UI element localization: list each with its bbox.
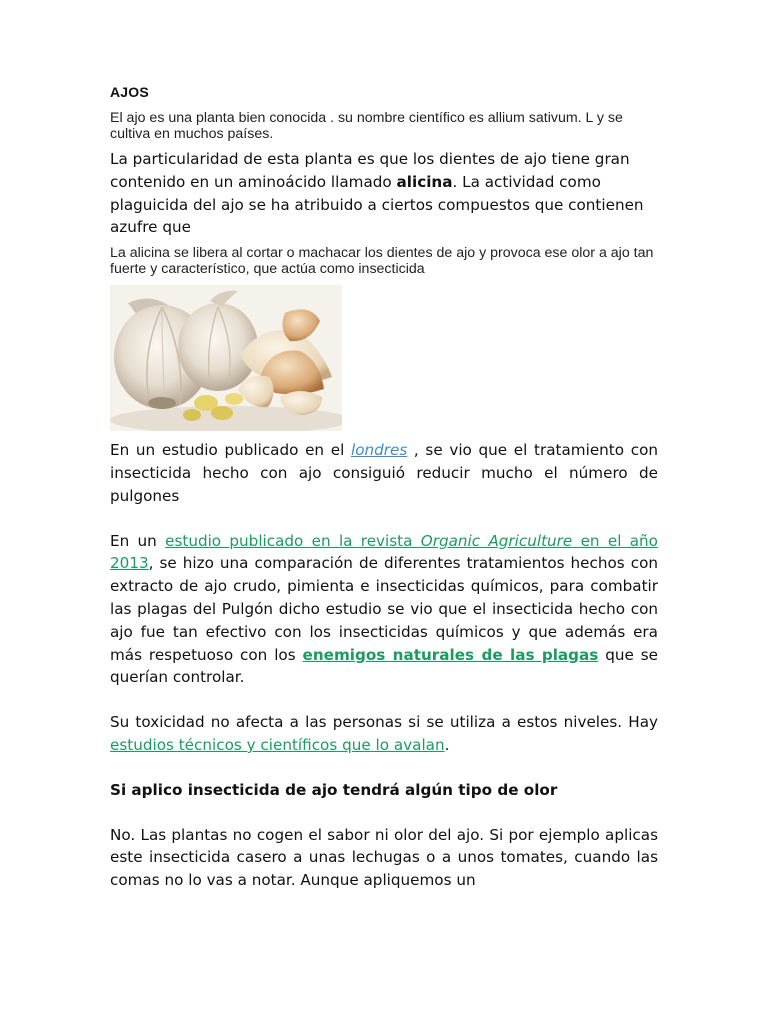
alicina-note-paragraph: La alicina se libera al cortar o machacar los dientes de ajo y provoca ese olor a ajo tan fuerte y característico, que actúa como insecticida (110, 245, 654, 278)
toxicidad-text-a: Su toxicidad no afecta a las personas si se utiliza a estos niveles. Hay (110, 713, 658, 732)
estudio-text-b: , se vio que el tratamiento con insecticida hecho con ajo consiguió reducir mucho el número de pulgones (110, 441, 658, 505)
organic-link-part-2: en el año 2013 (110, 531, 658, 573)
toxicidad-paragraph (110, 711, 658, 757)
document-title: AJOS (110, 84, 149, 100)
garlic-image (110, 285, 342, 431)
document-page (110, 84, 658, 892)
toxicidad-text-b: . (444, 735, 450, 754)
londres-link[interactable]: londres (350, 441, 408, 460)
estudio-text-a: En un estudio publicado en el (110, 441, 351, 460)
organic-link-italic: Organic Agriculture (420, 531, 573, 550)
organic-agriculture-paragraph (110, 530, 658, 690)
olor-heading: Si aplico insecticida de ajo tendrá algún tipo de olor (110, 780, 558, 799)
estudios-tecnicos-link[interactable]: estudios técnicos y científicos que lo avalan (110, 735, 445, 754)
particularidad-paragraph (110, 148, 658, 239)
enemigos-naturales-link[interactable]: enemigos naturales de las plagas (302, 645, 599, 664)
estudio-londres-paragraph (110, 439, 658, 507)
alicina-bold: alicina (396, 172, 453, 191)
organic-link-part-1: estudio publicado en la revista (165, 531, 421, 550)
particularidad-text-b: . La actividad como plaguicida del ajo se ha atribuido a ciertos compuestos que contienen azufre que (110, 172, 644, 237)
intro-paragraph: El ajo es una planta bien conocida . su nombre científico es allium sativum. L y se cultiva en muchos países. (110, 110, 623, 142)
organic-text-c: que se querían controlar. (110, 645, 658, 687)
olor-paragraph: No. Las plantas no cogen el sabor ni olor del ajo. Si por ejemplo aplicas este insecticida casero a unas lechugas o a unos tomates, cuando las comas no lo vas a notar. Aunque apliquemos un (110, 825, 658, 890)
organic-text-a: En un (110, 531, 166, 550)
garlic-illustration (110, 285, 342, 431)
organic-text-b: , se hizo una comparación de diferentes tratamientos hechos con extracto de ajo crudo, pimienta e insecticidas químicos, para combatir las plagas del Pulgón dicho estudio se vio que el insecticida hecho con ajo fue tan efectivo con los insecticidas químicos y que además era más respetuoso con los (110, 554, 658, 664)
particularidad-text-a: La particularidad de esta planta es que los dientes de ajo tiene gran contenido en un aminoácido llamado (110, 150, 630, 191)
